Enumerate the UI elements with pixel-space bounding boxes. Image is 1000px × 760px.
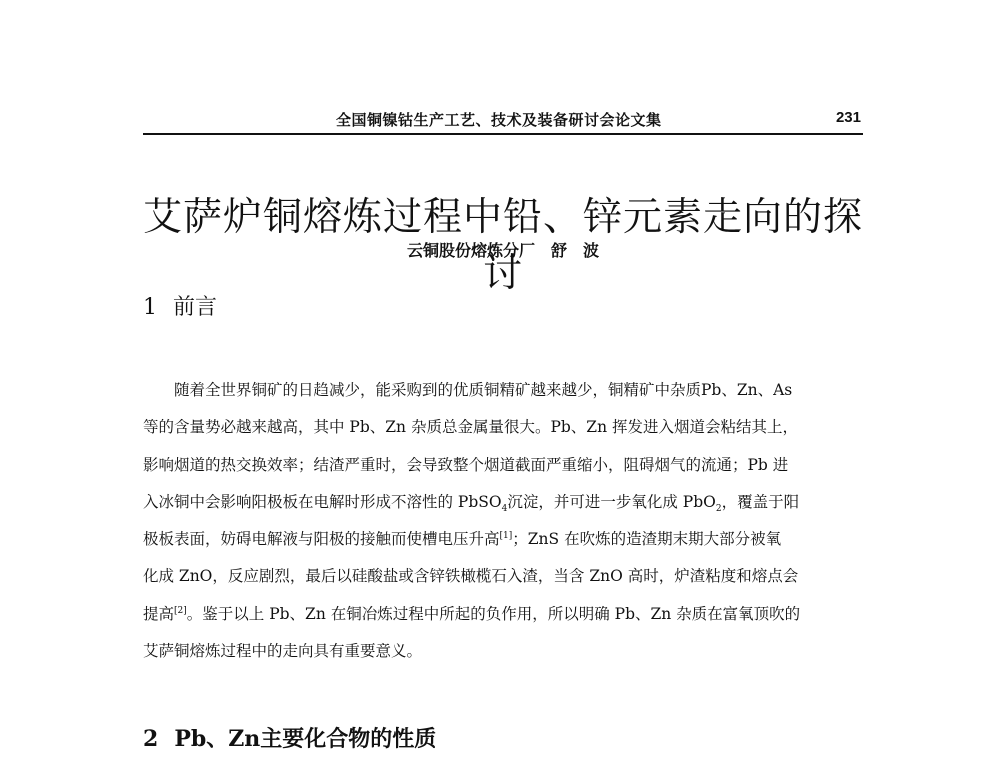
text-span: 沉淀，并可进一步氧化成 PbO bbox=[507, 492, 716, 511]
citation-ref[interactable]: [1] bbox=[499, 531, 513, 542]
section-number: 2 bbox=[143, 726, 159, 752]
text-span: 入冰铜中会影响阳极板在电解时形成不溶性的 PbSO bbox=[143, 492, 502, 511]
text-line bbox=[143, 372, 865, 409]
text-line bbox=[143, 596, 865, 633]
body-paragraph bbox=[143, 372, 865, 670]
author-affiliation: 云铜股份熔炼分厂 bbox=[406, 241, 535, 260]
text-span: ，覆盖于阳 bbox=[721, 492, 800, 511]
text-line bbox=[143, 633, 865, 670]
author-line bbox=[143, 238, 863, 261]
subscript: 4 bbox=[501, 503, 508, 514]
text-span: 提高 bbox=[143, 604, 175, 623]
text-span: ；ZnS 在吹炼的造渣期末期大部分被氧 bbox=[512, 530, 782, 549]
paper-title: 艾萨炉铜熔炼过程中铅、锌元素走向的探讨 bbox=[143, 195, 864, 297]
text-span: 影响烟道的热交换效率；结渣严重时，会导致整个烟道截面严重缩小，阻碍烟气的流通；Pb 进 bbox=[143, 455, 789, 474]
text-line bbox=[143, 447, 865, 484]
text-span: 。鉴于以上 Pb、Zn 在铜冶炼过程中所起的负作用，所以明确 Pb、Zn 杂质在富氧顶吹的 bbox=[186, 604, 801, 623]
running-header bbox=[143, 107, 863, 135]
text-span: 化成 ZnO，反应剧烈，最后以硅酸盐或含锌铁橄榄石入渣，当含 ZnO 高时，炉渣粘度和熔点会 bbox=[143, 567, 799, 586]
text-line bbox=[143, 521, 865, 558]
section-heading-2 bbox=[143, 722, 436, 753]
page-number: 231 bbox=[835, 109, 861, 126]
author-name: 舒 波 bbox=[551, 241, 600, 260]
text-line bbox=[143, 484, 865, 521]
citation-ref[interactable]: [2] bbox=[174, 605, 187, 616]
text-line bbox=[143, 409, 865, 446]
text-span: 随着全世界铜矿的日趋减少，能采购到的优质铜精矿越来越少，铜精矿中杂质Pb、Zn、As bbox=[174, 381, 793, 399]
text-span: 艾萨铜熔炼过程中的走向具有重要意义。 bbox=[143, 642, 423, 661]
section-number: 1 bbox=[143, 295, 157, 320]
text-line bbox=[143, 558, 865, 595]
section-title: Pb、Zn主要化合物的性质 bbox=[174, 726, 437, 752]
section-heading-1 bbox=[143, 290, 217, 321]
text-span: 极板表面，妨碍电解液与阳极的接触而使槽电压升高 bbox=[143, 530, 500, 549]
section-title: 前言 bbox=[173, 295, 218, 320]
text-span: 等的含量势必越来越高，其中 Pb、Zn 杂质总金属量很大。Pb、Zn 挥发进入烟道会粘结其上， bbox=[143, 418, 798, 437]
subscript: 2 bbox=[715, 503, 722, 514]
journal-title: 全国铜镍钴生产工艺、技术及装备研讨会论文集 bbox=[336, 111, 662, 129]
